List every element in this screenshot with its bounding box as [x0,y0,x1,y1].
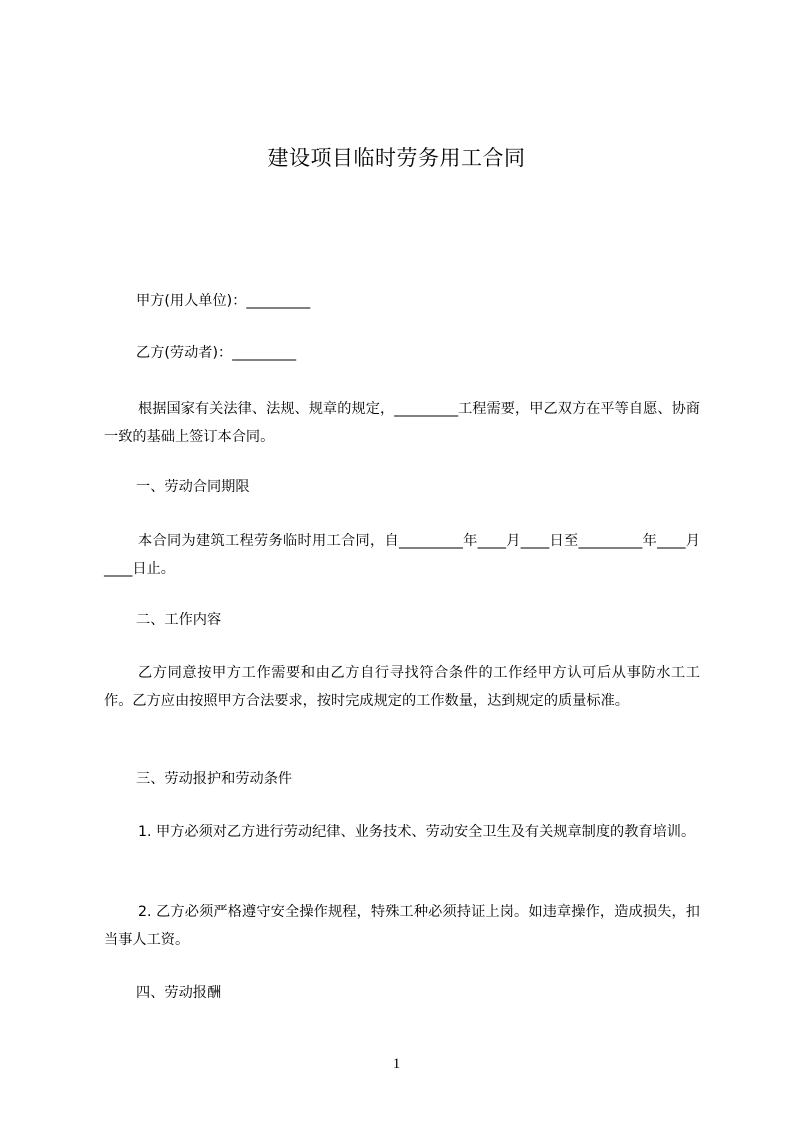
section-heading-4: 四、劳动报酬 [136,985,222,1001]
document-title: 建设项目临时劳务用工合同 [267,146,526,170]
section-3-paragraph-1: 1. 甲方必须对乙方进行劳动纪律、业务技术、劳动安全卫生及有关规章制度的教育培训。 [138,824,696,840]
section-3-paragraph-2: 2. 乙方必须严格遵守安全操作规程，特殊工种必须持证上岗。如违章操作，造成损失，扣当事人工资。 [104,904,700,948]
preamble-paragraph: 根据国家有关法律、法规、规章的规定，_________工程需要，甲乙双方在平等自愿、协商一致的基础上签订本合同。 [104,401,700,445]
section-heading-1: 一、劳动合同期限 [136,479,250,495]
section-heading-2: 二、工作内容 [136,612,222,628]
party-b-line: 乙方(劳动者)：_________ [136,345,297,361]
section-2-paragraph-1: 乙方同意按甲方工作需要和由乙方自行寻找符合条件的工作经甲方认可后从事防水工工作。乙方应由按照甲方合法要求，按时完成规定的工作数量，达到规定的质量标准。 [104,665,700,709]
section-1-paragraph-1: 本合同为建筑工程劳务临时用工合同，自_________年____月____日至_________年____月____日止。 [104,533,700,577]
page-number: 1 [392,1056,401,1072]
section-heading-3: 三、劳动报护和劳动条件 [136,771,293,787]
party-a-line: 甲方(用人单位)：_________ [136,293,311,309]
